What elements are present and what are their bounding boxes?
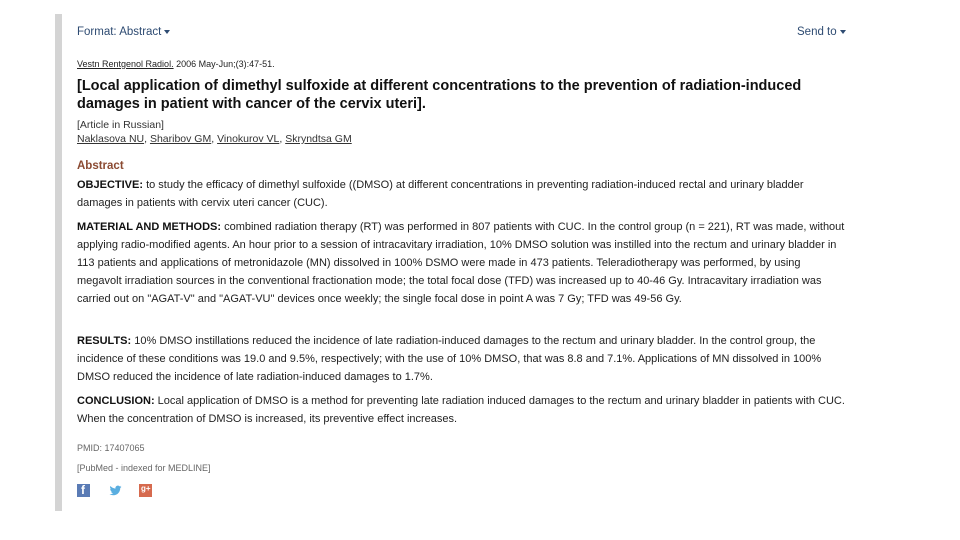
left-border-bar xyxy=(55,14,62,511)
indexing-status: [PubMed - indexed for MEDLINE] xyxy=(77,463,211,473)
abstract-heading: Abstract xyxy=(77,160,124,172)
facebook-icon[interactable]: f xyxy=(77,484,90,497)
section-label: CONCLUSION: xyxy=(77,395,155,407)
language-note: [Article in Russian] xyxy=(77,119,164,131)
format-value[interactable]: Abstract xyxy=(119,26,162,38)
send-to-label[interactable]: Send to xyxy=(797,26,837,38)
chevron-down-icon[interactable] xyxy=(840,30,846,34)
format-label: Format: xyxy=(77,26,117,38)
section-label: OBJECTIVE: xyxy=(77,179,144,191)
citation xyxy=(77,59,275,69)
pmid: PMID: 17407065 xyxy=(77,443,145,453)
abstract-section-objective xyxy=(77,176,847,212)
send-to-menu[interactable] xyxy=(797,26,846,38)
abstract-section-conclusion xyxy=(77,392,847,428)
article-title: [Local application of dimethyl sulfoxide at different concentrations to the prevention of radiation-induced damages in patient with cancer of the cervix uteri]. xyxy=(77,78,802,112)
twitter-icon[interactable] xyxy=(109,484,122,497)
section-text: to study the efficacy of dimethyl sulfoxide ((DMSO) at different concentrations in preventing radiation-induced rectal and urinary bladder damages in patients with cervix uteri cancer (CUC). xyxy=(77,179,804,209)
author-list: Naklasova NU, Sharibov GM, Vinokurov VL, Skryndtsa GM xyxy=(77,133,352,145)
google-plus-icon[interactable]: g+ xyxy=(139,484,152,497)
chevron-down-icon[interactable] xyxy=(164,30,170,34)
section-text: combined radiation therapy (RT) was performed in 807 patients with CUC. In the control group (n = 221), RT was made, without applying radio-modified agents. An hour prior to a session of intracavitary irradiation, 10% DMSO solution was instilled into the rectum and urinary bladder in 113 patients and applications of metronidazole (MN) dissolved in 100% DSMO were made in 473 patients. Teleradiotherapy was performed, by using megavolt irradiation sources in the conventional fractionation mode; the total focal dose (TFD) was increased up to 40-46 Gy. Intracavitary irradiation was carried out on "AGAT-V" and "AGAT-VU" devices once weekly; the single focal dose in point A was 7 Gy; TFD was 49-56 Gy. xyxy=(77,221,845,305)
section-text: 10% DMSO instillations reduced the incidence of late radiation-induced damages to the rectum and urinary bladder. In the control group, the incidence of these conditions was 19.0 and 9.5%, respectively; with the use of 10% DMSO, that was 8.8 and 7.1%. Applications of MN dissolved in 100% DMSO reduced the incidence of late radiation-induced damages to 1.7%. xyxy=(77,335,822,383)
author-link[interactable]: Skryndtsa GM xyxy=(285,133,352,145)
citation-details: 2006 May-Jun;(3):47-51. xyxy=(173,59,275,69)
abstract-section-results xyxy=(77,332,847,386)
display-toolbar xyxy=(77,22,847,42)
format-selector[interactable] xyxy=(77,26,170,38)
section-label: RESULTS: xyxy=(77,335,132,347)
author-link[interactable]: Vinokurov VL xyxy=(217,133,280,145)
author-link[interactable]: Sharibov GM xyxy=(149,133,212,145)
abstract-section-methods xyxy=(77,218,847,308)
journal-link[interactable]: Vestn Rentgenol Radiol. xyxy=(77,59,174,69)
article-content xyxy=(77,22,847,497)
section-label: MATERIAL AND METHODS: xyxy=(77,221,222,233)
section-text: Local application of DMSO is a method for preventing late radiation induced damages to the rectum and urinary bladder in patients with CUC. When the concentration of DMSO is increased, its preventive effect increases. xyxy=(77,395,845,425)
author-link[interactable]: Naklasova NU xyxy=(77,133,145,145)
